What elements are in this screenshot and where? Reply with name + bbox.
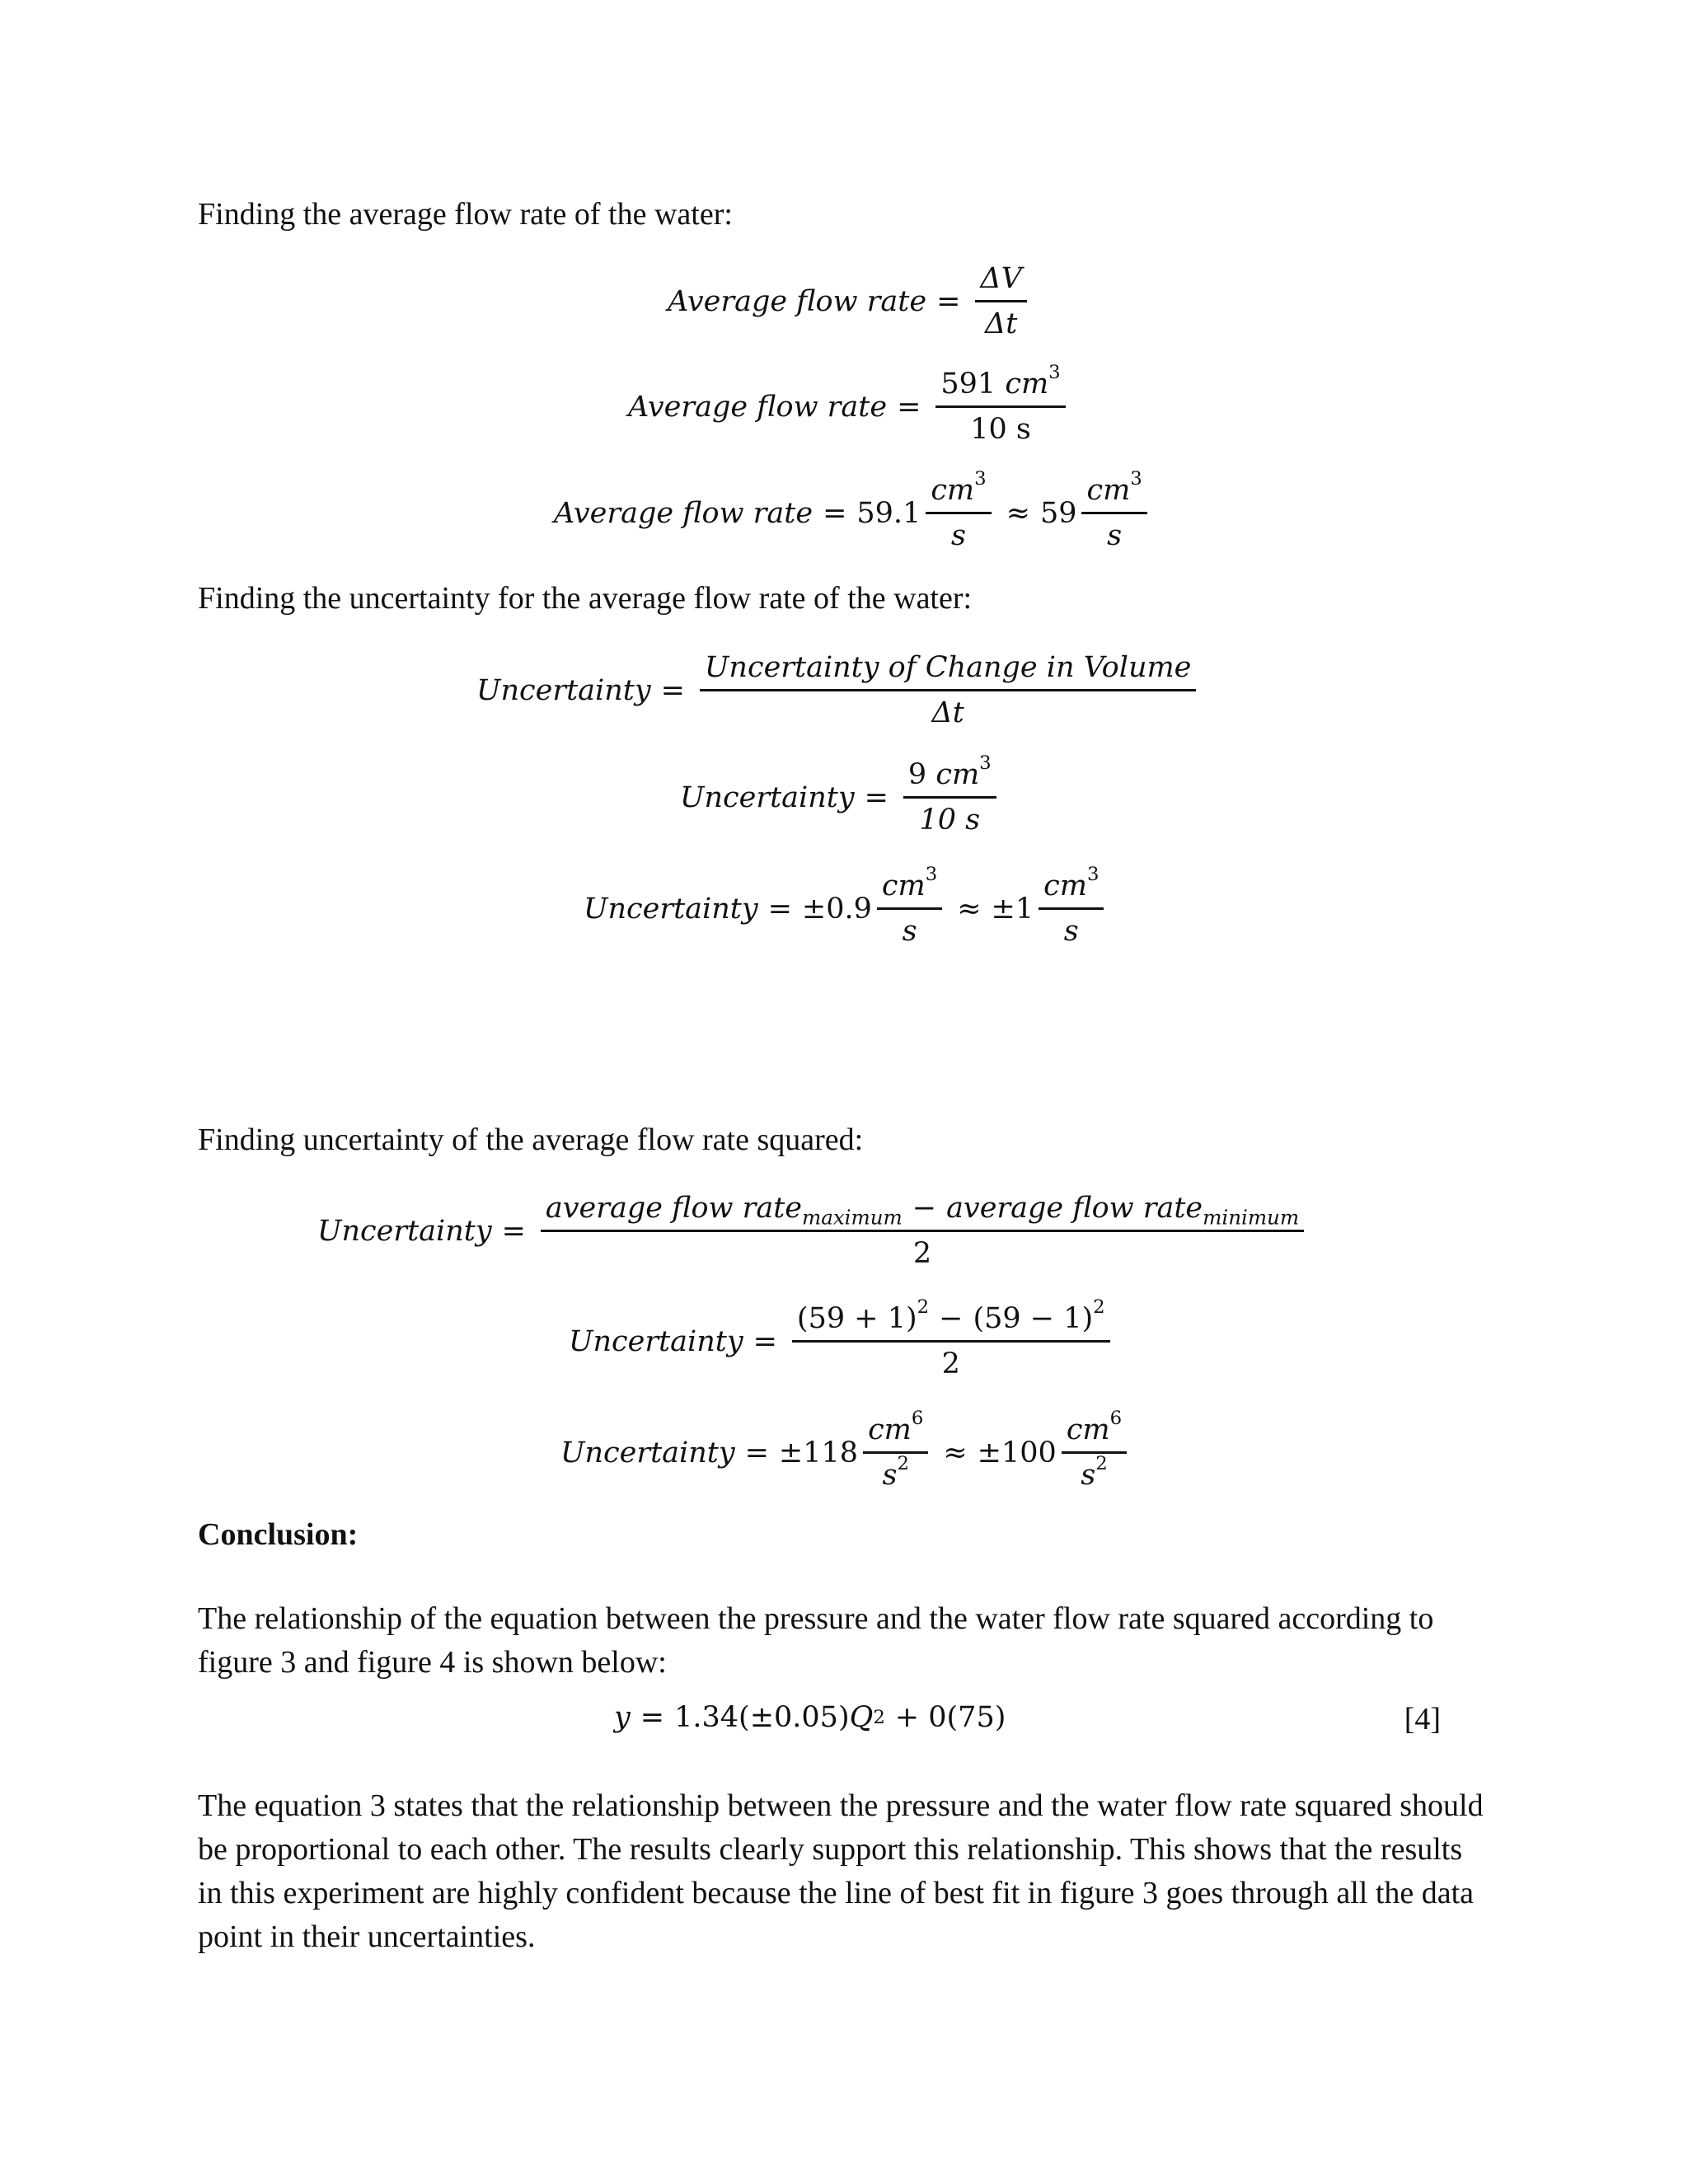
unit-fraction: [926, 467, 991, 552]
unit-denominator-text: s: [882, 1459, 898, 1492]
numerator: ΔV: [975, 262, 1027, 302]
unit-numerator: [877, 863, 942, 910]
unit-exponent: 3: [925, 863, 938, 885]
unit-fraction-rounded: [1039, 863, 1104, 948]
unit-fraction: [863, 1407, 928, 1492]
unit-numerator-text: cm: [881, 869, 926, 902]
minus-sign: −: [912, 1192, 937, 1225]
rounded-value: ±100: [977, 1436, 1057, 1469]
numerator: [935, 361, 1065, 408]
equation-lhs: y: [614, 1701, 631, 1734]
unit-denominator: [877, 1454, 913, 1492]
numerator-value: 591: [940, 368, 996, 401]
approx-sign: ≈: [1006, 496, 1030, 530]
heading-uncertainty-flow-rate: Finding the uncertainty for the average flow rate of the water:: [198, 581, 973, 616]
variable-q: Q: [849, 1701, 874, 1734]
numerator-term-a: (59 + 1): [796, 1302, 917, 1335]
equation-uncertainty-values: [680, 752, 1001, 837]
equals-sign: =: [864, 780, 889, 814]
conclusion-paragraph-2: The equation 3 states that the relationship between the pressure and the water flow rate squared should be proportional to each other. The results clearly support this relationship. This shows that the results in this experiment are highly confident because the line of best fit in figure 3 goes through all the data point in their uncertainties.: [198, 1788, 1484, 1954]
rounded-value: 59: [1039, 496, 1077, 530]
unit-numerator-text: cm: [1086, 474, 1131, 507]
unit-numerator-text: cm: [868, 1413, 912, 1446]
equation-average-flow-rate-definition: [668, 262, 1032, 340]
numerator-exponent: 3: [979, 752, 992, 774]
subscript-max: maximum: [802, 1205, 903, 1230]
unit-numerator: [1062, 1407, 1127, 1454]
equals-sign: =: [640, 1701, 665, 1734]
unit-denominator: [1076, 1454, 1112, 1492]
equation-lhs: Uncertainty: [476, 673, 651, 707]
equals-sign: =: [744, 1436, 769, 1469]
coefficient: 1.34(±0.05): [674, 1701, 850, 1734]
denominator: 2: [941, 1347, 960, 1380]
heading-uncertainty-squared: Finding uncertainty of the average flow rate squared:: [198, 1122, 864, 1157]
reference-number: [4]: [1404, 1702, 1441, 1736]
denominator: Δt: [985, 307, 1018, 340]
unit-numerator-exponent: 6: [911, 1407, 924, 1429]
unit-denominator: s: [1063, 915, 1079, 948]
subscript-min: minimum: [1203, 1205, 1300, 1230]
heading-average-flow-rate: Finding the average flow rate of the water:: [198, 197, 733, 232]
unit-numerator: [1039, 863, 1104, 910]
equation-relationship: y = 1.34(±0.05) Q 2 + 0(75): [614, 1701, 1006, 1734]
unit-fraction: [877, 863, 942, 948]
result-value: ±0.9: [801, 892, 872, 926]
unit-denominator: s: [950, 519, 966, 552]
equation-uncertainty-squared-definition: [317, 1192, 1309, 1270]
minus-sign: −: [939, 1302, 964, 1335]
denominator: 10 s: [970, 413, 1031, 446]
result-value: 59.1: [856, 496, 921, 530]
unit-denominator-exponent: 2: [897, 1452, 909, 1474]
exponent-b: 2: [1093, 1296, 1105, 1318]
exponent-a: 2: [917, 1296, 930, 1318]
fraction: [903, 752, 996, 837]
unit-fraction-rounded: [1081, 467, 1146, 552]
unit-numerator: [926, 467, 991, 514]
equation-lhs: Uncertainty: [560, 1436, 735, 1469]
result-value: ±118: [778, 1436, 859, 1469]
equation-average-flow-rate-result: [554, 467, 1152, 552]
fraction: [792, 1296, 1110, 1380]
fraction: [935, 361, 1065, 446]
unit-exponent: 3: [1086, 863, 1100, 885]
equals-sign: =: [501, 1214, 526, 1248]
unit-denominator-exponent: 2: [1095, 1452, 1108, 1474]
equals-sign: =: [936, 284, 961, 318]
equals-sign: =: [660, 673, 685, 707]
heading-conclusion: Conclusion:: [198, 1517, 359, 1552]
numerator-unit: cm: [935, 758, 980, 791]
equation-lhs: Average flow rate: [668, 284, 927, 318]
numerator-term-min: average flow rate: [946, 1192, 1203, 1225]
unit-numerator-exponent: 6: [1109, 1407, 1123, 1429]
numerator-value: 9: [907, 758, 927, 791]
equals-sign: =: [823, 496, 847, 530]
numerator-exponent: 3: [1048, 361, 1061, 383]
equation-uncertainty-result: [584, 863, 1109, 948]
fraction: [700, 651, 1196, 729]
unit-numerator-text: cm: [1066, 1413, 1110, 1446]
equals-sign: =: [767, 892, 792, 926]
equation-uncertainty-squared-values: [569, 1296, 1115, 1380]
denominator: 10 s: [919, 804, 981, 837]
equals-sign: =: [897, 390, 921, 424]
equation-uncertainty-squared-result: [560, 1407, 1132, 1492]
fraction: [975, 262, 1027, 340]
rounded-value: ±1: [991, 892, 1034, 926]
numerator-term-b: (59 − 1): [973, 1302, 1094, 1335]
equation-lhs: Uncertainty: [569, 1324, 743, 1358]
equals-sign: =: [753, 1324, 777, 1358]
unit-exponent: 3: [974, 467, 987, 490]
numerator: [792, 1296, 1110, 1343]
approx-sign: ≈: [957, 892, 982, 926]
equation-average-flow-rate-values: [628, 361, 1071, 446]
equation-lhs: Uncertainty: [317, 1214, 492, 1248]
numerator: Uncertainty of Change in Volume: [700, 651, 1196, 691]
equation-lhs: Average flow rate: [554, 496, 814, 530]
unit-numerator: [1081, 467, 1146, 514]
unit-numerator: [863, 1407, 928, 1454]
equation-lhs: Uncertainty: [584, 892, 758, 926]
approx-sign: ≈: [943, 1436, 968, 1469]
equation-uncertainty-definition: [476, 651, 1201, 729]
numerator: [903, 752, 996, 799]
unit-numerator-text: cm: [1043, 869, 1087, 902]
equation-lhs: Average flow rate: [628, 390, 888, 424]
unit-denominator: s: [902, 915, 917, 948]
equation-lhs: Uncertainty: [680, 780, 855, 814]
unit-numerator-text: cm: [931, 474, 975, 507]
unit-denominator: s: [1107, 519, 1123, 552]
conclusion-paragraph-1: The relationship of the equation between the pressure and the water flow rate squared according to figure 3 and figure 4 is shown below:: [198, 1601, 1434, 1680]
numerator-unit: cm: [1005, 368, 1049, 401]
unit-denominator-text: s: [1081, 1459, 1096, 1492]
fraction: [541, 1192, 1304, 1270]
numerator: [541, 1192, 1304, 1232]
denominator: 2: [912, 1237, 932, 1270]
intercept-term: + 0(75): [894, 1701, 1006, 1734]
unit-exponent: 3: [1130, 467, 1142, 490]
denominator: Δt: [931, 696, 964, 729]
unit-fraction-rounded: [1062, 1407, 1127, 1492]
numerator-term-max: average flow rate: [545, 1192, 802, 1225]
